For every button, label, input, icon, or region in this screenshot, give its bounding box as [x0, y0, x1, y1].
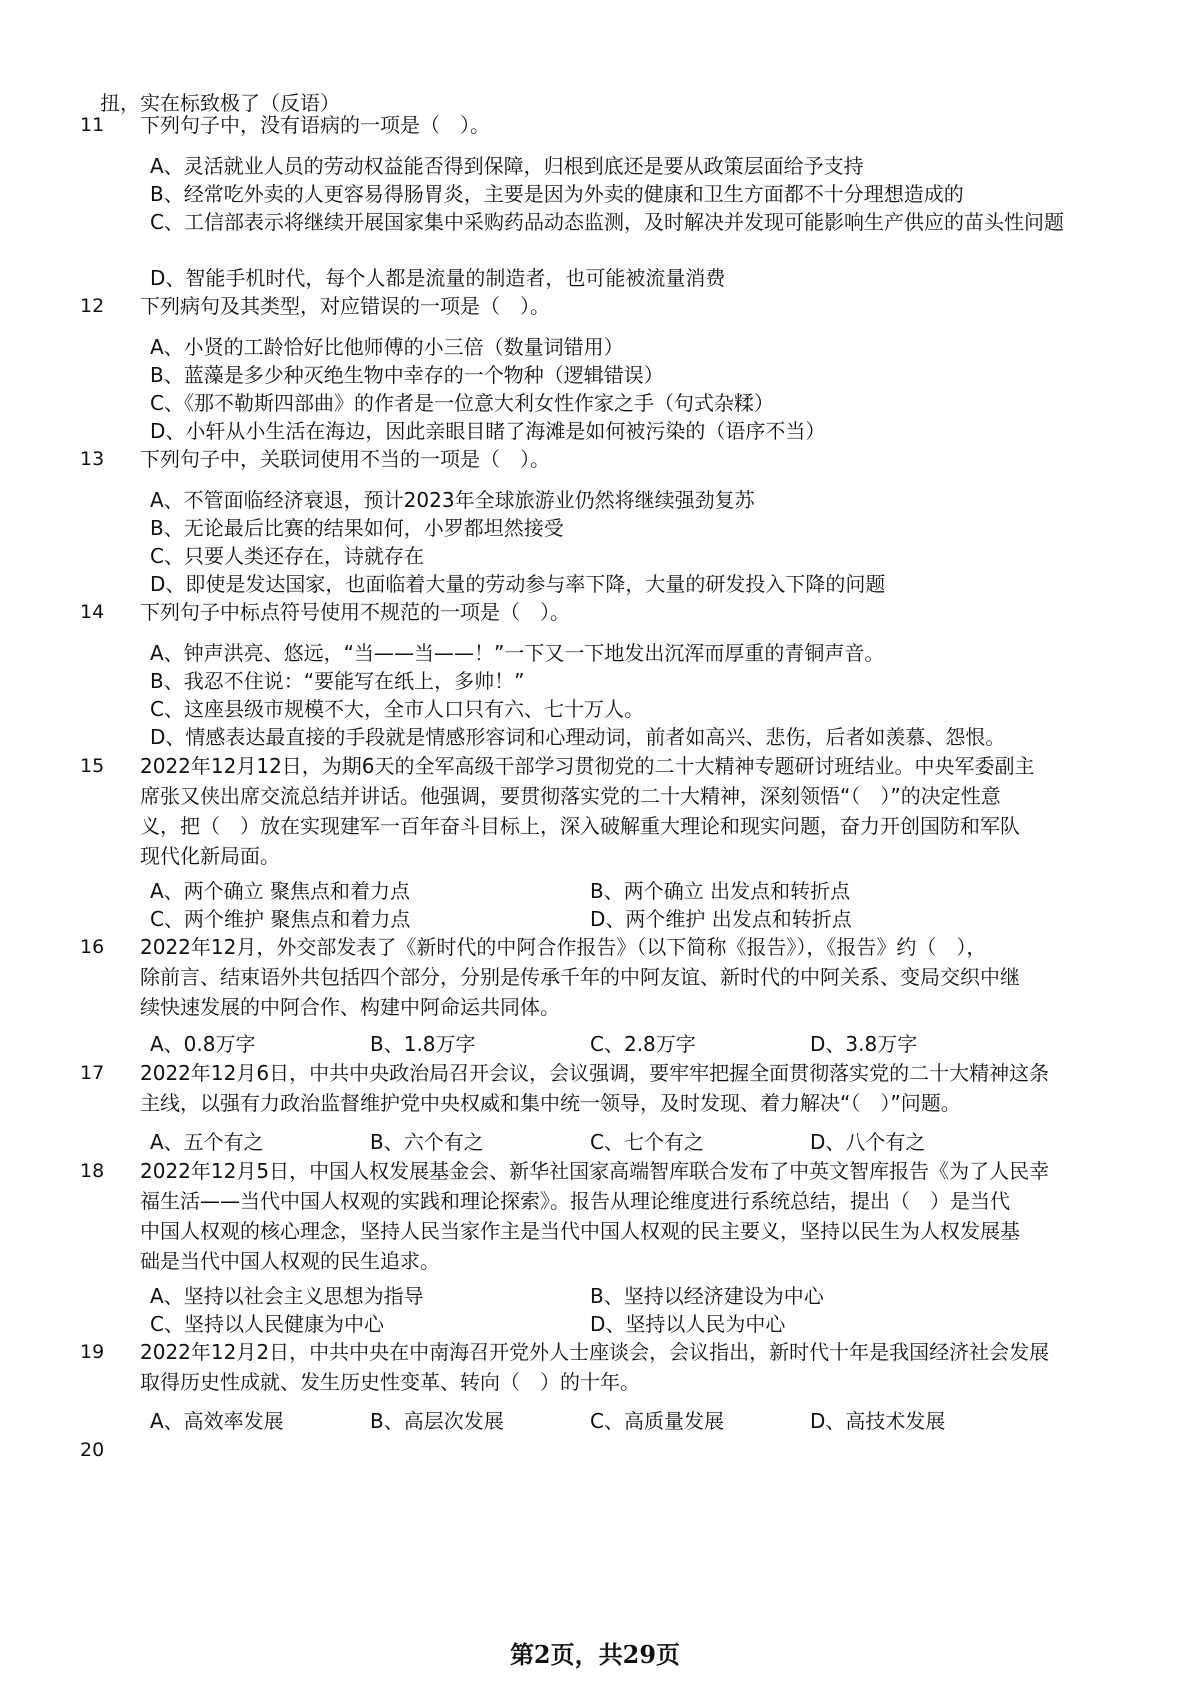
question-number: 19	[80, 1341, 105, 1363]
question-stem: 2022年12月5日，中国人权发展基金会、新华社国家高端智库联合发布了中英文智库报告《为了人民幸 福生活——当代中国人权观的实践和理论探索》。报告从理论维度进行系统总结，提出（ ）是当代 中国人权观的核心理念，坚持人民当家作主是当代中国人权观的民主要义，坚持以民生为人权发展基 础是当代中国人权观的民生追求。	[140, 1159, 1050, 1273]
option-c: C、坚持以人民健康为中心	[150, 1312, 384, 1336]
question-stem: 下列句子中标点符号使用不规范的一项是（ ）。	[140, 600, 570, 624]
option-a: A、不管面临经济衰退，预计2023年全球旅游业仍然将继续强劲复苏	[150, 488, 755, 512]
option-d: D、高技术发展	[810, 1409, 946, 1433]
option-b: B、我忍不住说：“要能写在纸上，多帅！”	[150, 669, 525, 693]
option-d: D、八个有之	[810, 1130, 926, 1154]
page-footer: 第2页，共29页	[509, 1640, 681, 1669]
option-a: A、五个有之	[150, 1130, 264, 1154]
option-a: A、小贤的工龄恰好比他师傅的小三倍（数量词错用）	[150, 335, 624, 359]
option-c: C、工信部表示将继续开展国家集中采购药品动态监测，及时解决并发现可能影响生产供应的苗头性问题	[150, 210, 1064, 234]
option-d: D、即使是发达国家，也面临着大量的劳动参与率下降，大量的研发投入下降的问题	[150, 572, 886, 596]
question-number: 18	[80, 1160, 105, 1182]
option-c: C、高质量发展	[590, 1409, 724, 1433]
option-b: B、1.8万字	[370, 1032, 476, 1056]
question-stem: 下列病句及其类型，对应错误的一项是（ ）。	[140, 294, 550, 318]
option-c: C、这座县级市规模不大，全市人口只有六、七十万人。	[150, 697, 644, 721]
question-number: 11	[80, 114, 105, 136]
question-stem: 2022年12月12日，为期6天的全军高级干部学习贯彻党的二十大精神专题研讨班结业。中央军委副主 席张又侠出席交流总结并讲话。他强调，要贯彻落实党的二十大精神，深刻领悟“（ ）”的决定性意 义，把（ ）放在实现建军一百年奋斗目标上，深入破解重大理论和现实问题，奋力开创国防和军队 现代化新局面。	[140, 754, 1035, 868]
question-stem: 2022年12月2日，中共中央在中南海召开党外人士座谈会，会议指出，新时代十年是我国经济社会发展 取得历史性成就、发生历史性变革、转向（ ）的十年。	[140, 1340, 1050, 1394]
question-number: 12	[80, 295, 105, 317]
option-b: B、两个确立 出发点和转折点	[590, 879, 851, 903]
option-c: C、只要人类还存在，诗就存在	[150, 544, 424, 568]
option-d: D、小轩从小生活在海边，因此亲眼目睹了海滩是如何被污染的（语序不当）	[150, 419, 826, 443]
option-c: C、两个维护 聚焦点和着力点	[150, 907, 411, 931]
question-stem: 下列句子中，关联词使用不当的一项是（ ）。	[140, 447, 550, 471]
question-stem: 2022年12月6日，中共中央政治局召开会议，会议强调，要牢牢把握全面贯彻落实党的二十大精神这条 主线，以强有力政治监督维护党中央权威和集中统一领导，及时发现、着力解决“（ ）”问题。	[140, 1061, 1050, 1115]
question-number: 15	[80, 755, 105, 777]
question-number: 13	[80, 448, 105, 470]
option-a: A、灵活就业人员的劳动权益能否得到保障，归根到底还是要从政策层面给予支持	[150, 154, 864, 178]
option-d: D、两个维护 出发点和转折点	[590, 907, 852, 931]
question-stem: 2022年12月，外交部发表了《新时代的中阿合作报告》（以下简称《报告》），《报告》约（ ）， 除前言、结束语外共包括四个部分，分别是传承千年的中阿友谊、新时代的中阿关系、变局交织中继 续快速发展的中阿合作、构建中阿命运共同体。	[140, 935, 1020, 1019]
question-number: 16	[80, 936, 105, 958]
question-number: 17	[80, 1062, 105, 1084]
option-d: D、情感表达最直接的手段就是情感形容词和心理动词，前者如高兴、悲伤，后者如羡慕、怨恨。	[150, 725, 1006, 749]
option-b: B、六个有之	[370, 1130, 484, 1154]
option-a: A、0.8万字	[150, 1032, 256, 1056]
continuation-text: 扭，实在标致极了（反语）	[100, 91, 340, 115]
option-a: A、两个确立 聚焦点和着力点	[150, 879, 411, 903]
option-a: A、钟声洪亮、悠远，“当——当——！”一下又一下地发出沉浑而厚重的青铜声音。	[150, 641, 885, 665]
option-b: B、蓝藻是多少种灭绝生物中幸存的一个物种（逻辑错误）	[150, 363, 664, 387]
option-d: D、智能手机时代，每个人都是流量的制造者，也可能被流量消费	[150, 266, 726, 290]
option-c: C、七个有之	[590, 1130, 704, 1154]
option-b: B、经常吃外卖的人更容易得肠胃炎，主要是因为外卖的健康和卫生方面都不十分理想造成的	[150, 182, 964, 206]
option-c: C、《那不勒斯四部曲》的作者是一位意大利女性作家之手（句式杂糅）	[150, 391, 774, 415]
question-stem: 下列句子中，没有语病的一项是（ ）。	[140, 113, 490, 137]
option-c: C、2.8万字	[590, 1032, 696, 1056]
option-b: B、坚持以经济建设为中心	[590, 1284, 824, 1308]
option-d: D、3.8万字	[810, 1032, 918, 1056]
question-number: 14	[80, 601, 105, 623]
option-a: A、坚持以社会主义思想为指导	[150, 1284, 424, 1308]
option-b: B、无论最后比赛的结果如何，小罗都坦然接受	[150, 516, 564, 540]
option-b: B、高层次发展	[370, 1409, 504, 1433]
question-number: 20	[80, 1439, 105, 1461]
option-a: A、高效率发展	[150, 1409, 284, 1433]
option-d: D、坚持以人民为中心	[590, 1312, 786, 1336]
